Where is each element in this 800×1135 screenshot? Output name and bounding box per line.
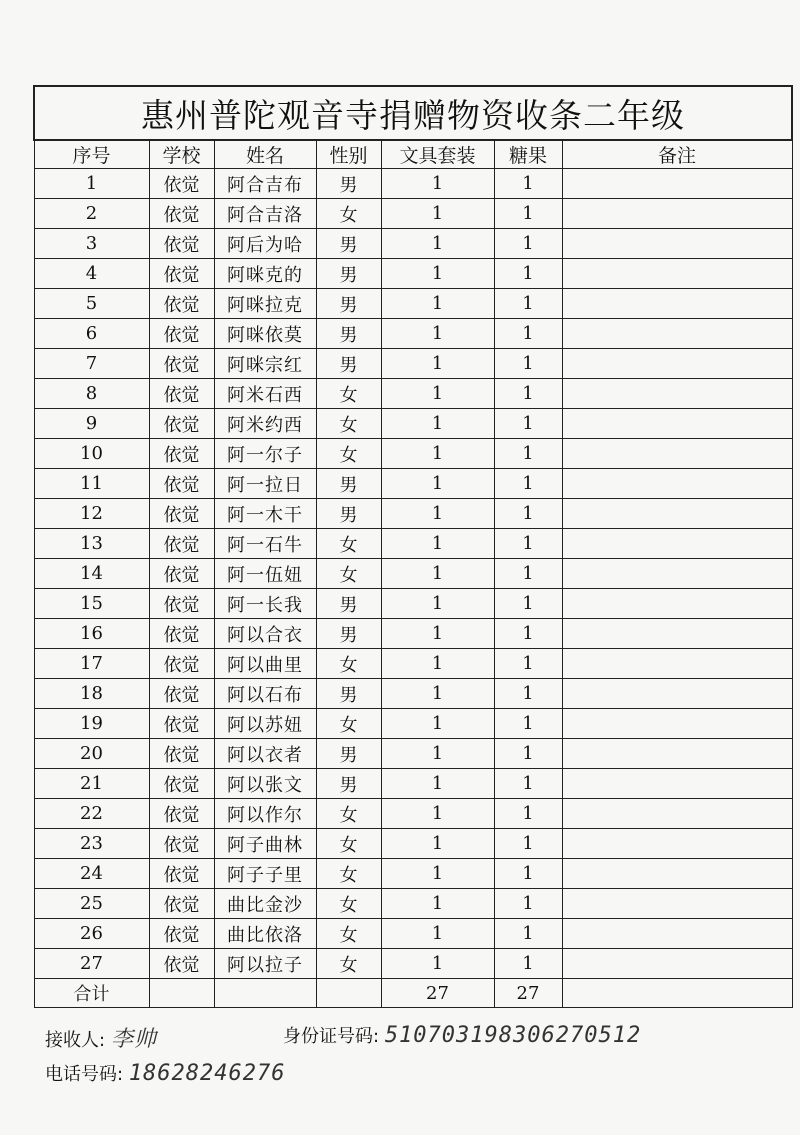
cell-candy: 1 [494, 649, 562, 679]
header-index: 序号 [34, 140, 149, 169]
cell-school: 依觉 [149, 289, 214, 319]
table-row [34, 679, 792, 709]
cell-stationery: 1 [381, 319, 494, 349]
cell-gender: 男 [316, 679, 381, 709]
cell-stationery: 1 [381, 889, 494, 919]
cell-index: 7 [34, 349, 149, 379]
table-row [34, 619, 792, 649]
cell-index: 5 [34, 289, 149, 319]
cell-gender: 女 [316, 889, 381, 919]
cell-school: 依觉 [149, 619, 214, 649]
cell-notes [562, 709, 792, 739]
cell-notes [562, 949, 792, 979]
cell-name: 阿以拉子 [214, 949, 316, 979]
cell-candy: 1 [494, 949, 562, 979]
cell-candy: 1 [494, 319, 562, 349]
cell-notes [562, 769, 792, 799]
cell-name: 阿以衣者 [214, 739, 316, 769]
totals-candy: 27 [494, 979, 562, 1008]
id-block [283, 1022, 641, 1048]
cell-notes [562, 199, 792, 229]
cell-stationery: 1 [381, 289, 494, 319]
cell-notes [562, 289, 792, 319]
table-row [34, 889, 792, 919]
cell-stationery: 1 [381, 529, 494, 559]
cell-name: 阿一石牛 [214, 529, 316, 559]
cell-school: 依觉 [149, 769, 214, 799]
cell-gender: 男 [316, 229, 381, 259]
cell-stationery: 1 [381, 199, 494, 229]
cell-gender: 女 [316, 649, 381, 679]
table-row [34, 199, 792, 229]
cell-notes [562, 529, 792, 559]
document-title: 惠州普陀观音寺捐赠物资收条二年级 [34, 86, 792, 140]
cell-notes [562, 469, 792, 499]
cell-school: 依觉 [149, 949, 214, 979]
cell-name: 阿咪宗红 [214, 349, 316, 379]
cell-index: 18 [34, 679, 149, 709]
cell-school: 依觉 [149, 259, 214, 289]
cell-notes [562, 169, 792, 199]
cell-gender: 女 [316, 559, 381, 589]
cell-candy: 1 [494, 889, 562, 919]
cell-index: 3 [34, 229, 149, 259]
cell-stationery: 1 [381, 439, 494, 469]
cell-notes [562, 739, 792, 769]
receipt-sheet [33, 85, 791, 1008]
receiver-label: 接收人: [45, 1030, 106, 1051]
cell-gender: 女 [316, 439, 381, 469]
cell-gender: 女 [316, 949, 381, 979]
cell-stationery: 1 [381, 649, 494, 679]
table-row [34, 829, 792, 859]
cell-index: 17 [34, 649, 149, 679]
cell-candy: 1 [494, 859, 562, 889]
cell-index: 21 [34, 769, 149, 799]
cell-notes [562, 409, 792, 439]
cell-name: 阿以苏妞 [214, 709, 316, 739]
cell-gender: 女 [316, 799, 381, 829]
table-row [34, 739, 792, 769]
cell-index: 23 [34, 829, 149, 859]
cell-school: 依觉 [149, 799, 214, 829]
cell-candy: 1 [494, 739, 562, 769]
cell-notes [562, 559, 792, 589]
receiver-block [45, 1022, 157, 1053]
cell-name: 阿子曲林 [214, 829, 316, 859]
cell-gender: 男 [316, 349, 381, 379]
cell-stationery: 1 [381, 679, 494, 709]
cell-candy: 1 [494, 619, 562, 649]
cell-stationery: 1 [381, 799, 494, 829]
cell-candy: 1 [494, 439, 562, 469]
cell-stationery: 1 [381, 229, 494, 259]
cell-gender: 女 [316, 829, 381, 859]
totals-notes [562, 979, 792, 1008]
cell-school: 依觉 [149, 169, 214, 199]
cell-notes [562, 229, 792, 259]
cell-name: 阿以张文 [214, 769, 316, 799]
cell-stationery: 1 [381, 379, 494, 409]
totals-stationery: 27 [381, 979, 494, 1008]
cell-stationery: 1 [381, 619, 494, 649]
cell-index: 4 [34, 259, 149, 289]
table-row [34, 529, 792, 559]
cell-candy: 1 [494, 199, 562, 229]
cell-candy: 1 [494, 289, 562, 319]
table-row [34, 469, 792, 499]
receiver-signature: 李帅 [110, 1027, 157, 1052]
cell-candy: 1 [494, 919, 562, 949]
table-row [34, 349, 792, 379]
cell-index: 16 [34, 619, 149, 649]
cell-notes [562, 649, 792, 679]
cell-stationery: 1 [381, 709, 494, 739]
totals-gender [316, 979, 381, 1008]
cell-school: 依觉 [149, 829, 214, 859]
cell-notes [562, 679, 792, 709]
receipt-table [33, 85, 793, 1008]
cell-index: 8 [34, 379, 149, 409]
cell-stationery: 1 [381, 829, 494, 859]
cell-school: 依觉 [149, 859, 214, 889]
cell-gender: 男 [316, 469, 381, 499]
cell-school: 依觉 [149, 349, 214, 379]
table-row [34, 259, 792, 289]
cell-notes [562, 859, 792, 889]
cell-name: 阿一长我 [214, 589, 316, 619]
cell-gender: 男 [316, 739, 381, 769]
cell-stationery: 1 [381, 769, 494, 799]
cell-gender: 女 [316, 199, 381, 229]
cell-gender: 男 [316, 259, 381, 289]
cell-stationery: 1 [381, 349, 494, 379]
totals-name [214, 979, 316, 1008]
cell-candy: 1 [494, 379, 562, 409]
cell-name: 阿后为哈 [214, 229, 316, 259]
cell-gender: 女 [316, 919, 381, 949]
cell-stationery: 1 [381, 949, 494, 979]
cell-gender: 男 [316, 169, 381, 199]
cell-index: 25 [34, 889, 149, 919]
cell-notes [562, 499, 792, 529]
cell-name: 阿合吉洛 [214, 199, 316, 229]
cell-index: 14 [34, 559, 149, 589]
cell-school: 依觉 [149, 469, 214, 499]
cell-index: 27 [34, 949, 149, 979]
cell-notes [562, 319, 792, 349]
cell-candy: 1 [494, 469, 562, 499]
table-row [34, 589, 792, 619]
cell-notes [562, 379, 792, 409]
table-row [34, 289, 792, 319]
cell-candy: 1 [494, 529, 562, 559]
table-row [34, 859, 792, 889]
cell-gender: 男 [316, 289, 381, 319]
cell-name: 曲比依洛 [214, 919, 316, 949]
cell-name: 阿合吉布 [214, 169, 316, 199]
table-row [34, 709, 792, 739]
phone-block [45, 1060, 286, 1086]
cell-school: 依觉 [149, 199, 214, 229]
cell-name: 曲比金沙 [214, 889, 316, 919]
cell-index: 22 [34, 799, 149, 829]
cell-school: 依觉 [149, 889, 214, 919]
table-row [34, 379, 792, 409]
phone-number: 18628246276 [128, 1061, 286, 1086]
cell-name: 阿以曲里 [214, 649, 316, 679]
cell-candy: 1 [494, 799, 562, 829]
cell-index: 24 [34, 859, 149, 889]
table-row [34, 949, 792, 979]
table-row [34, 439, 792, 469]
cell-notes [562, 829, 792, 859]
cell-candy: 1 [494, 499, 562, 529]
cell-stationery: 1 [381, 559, 494, 589]
cell-index: 15 [34, 589, 149, 619]
cell-name: 阿子子里 [214, 859, 316, 889]
cell-school: 依觉 [149, 439, 214, 469]
cell-school: 依觉 [149, 679, 214, 709]
table-row [34, 919, 792, 949]
cell-notes [562, 349, 792, 379]
cell-name: 阿咪克的 [214, 259, 316, 289]
cell-school: 依觉 [149, 559, 214, 589]
cell-stationery: 1 [381, 589, 494, 619]
cell-candy: 1 [494, 589, 562, 619]
cell-name: 阿咪依莫 [214, 319, 316, 349]
id-label: 身份证号码: [283, 1026, 380, 1047]
cell-notes [562, 919, 792, 949]
header-stationery: 文具套装 [381, 140, 494, 169]
cell-school: 依觉 [149, 229, 214, 259]
id-number: 510703198306270512 [384, 1023, 642, 1048]
table-row [34, 799, 792, 829]
cell-notes [562, 889, 792, 919]
cell-notes [562, 589, 792, 619]
cell-stationery: 1 [381, 739, 494, 769]
cell-index: 19 [34, 709, 149, 739]
header-row [34, 140, 792, 169]
header-gender: 性别 [316, 140, 381, 169]
table-row [34, 319, 792, 349]
cell-index: 11 [34, 469, 149, 499]
cell-notes [562, 799, 792, 829]
table-body [34, 169, 792, 979]
cell-gender: 女 [316, 529, 381, 559]
cell-gender: 男 [316, 499, 381, 529]
header-notes: 备注 [562, 140, 792, 169]
cell-index: 26 [34, 919, 149, 949]
cell-index: 1 [34, 169, 149, 199]
table-row [34, 559, 792, 589]
cell-gender: 男 [316, 619, 381, 649]
cell-index: 9 [34, 409, 149, 439]
cell-name: 阿一木干 [214, 499, 316, 529]
cell-gender: 男 [316, 589, 381, 619]
cell-candy: 1 [494, 679, 562, 709]
cell-stationery: 1 [381, 499, 494, 529]
cell-stationery: 1 [381, 409, 494, 439]
cell-name: 阿咪拉克 [214, 289, 316, 319]
cell-stationery: 1 [381, 469, 494, 499]
cell-index: 2 [34, 199, 149, 229]
cell-candy: 1 [494, 229, 562, 259]
cell-school: 依觉 [149, 649, 214, 679]
table-row [34, 409, 792, 439]
cell-notes [562, 619, 792, 649]
cell-name: 阿米约西 [214, 409, 316, 439]
cell-school: 依觉 [149, 709, 214, 739]
table-row [34, 169, 792, 199]
cell-name: 阿一拉日 [214, 469, 316, 499]
cell-notes [562, 439, 792, 469]
cell-gender: 女 [316, 379, 381, 409]
cell-candy: 1 [494, 559, 562, 589]
table-row [34, 769, 792, 799]
table-row [34, 499, 792, 529]
cell-name: 阿以作尔 [214, 799, 316, 829]
cell-notes [562, 259, 792, 289]
cell-name: 阿一尔子 [214, 439, 316, 469]
footer-line-receiver [45, 1022, 785, 1058]
phone-label: 电话号码: [45, 1064, 124, 1085]
cell-school: 依觉 [149, 589, 214, 619]
cell-candy: 1 [494, 169, 562, 199]
cell-name: 阿米石西 [214, 379, 316, 409]
cell-gender: 女 [316, 709, 381, 739]
cell-name: 阿以石布 [214, 679, 316, 709]
cell-school: 依觉 [149, 379, 214, 409]
cell-candy: 1 [494, 349, 562, 379]
cell-gender: 男 [316, 769, 381, 799]
cell-candy: 1 [494, 829, 562, 859]
cell-school: 依觉 [149, 739, 214, 769]
cell-gender: 男 [316, 319, 381, 349]
cell-name: 阿一伍妞 [214, 559, 316, 589]
cell-candy: 1 [494, 769, 562, 799]
footer-line-phone [45, 1060, 785, 1096]
cell-school: 依觉 [149, 919, 214, 949]
cell-stationery: 1 [381, 859, 494, 889]
cell-gender: 女 [316, 859, 381, 889]
cell-stationery: 1 [381, 169, 494, 199]
cell-index: 10 [34, 439, 149, 469]
cell-index: 20 [34, 739, 149, 769]
cell-school: 依觉 [149, 409, 214, 439]
cell-candy: 1 [494, 409, 562, 439]
cell-candy: 1 [494, 259, 562, 289]
cell-school: 依觉 [149, 499, 214, 529]
totals-label: 合计 [34, 979, 149, 1008]
cell-candy: 1 [494, 709, 562, 739]
table-row [34, 649, 792, 679]
cell-stationery: 1 [381, 259, 494, 289]
cell-index: 12 [34, 499, 149, 529]
header-school: 学校 [149, 140, 214, 169]
cell-school: 依觉 [149, 319, 214, 349]
header-name: 姓名 [214, 140, 316, 169]
totals-row [34, 979, 792, 1008]
cell-stationery: 1 [381, 919, 494, 949]
cell-name: 阿以合衣 [214, 619, 316, 649]
totals-school [149, 979, 214, 1008]
table-row [34, 229, 792, 259]
cell-index: 13 [34, 529, 149, 559]
cell-gender: 女 [316, 409, 381, 439]
header-candy: 糖果 [494, 140, 562, 169]
cell-index: 6 [34, 319, 149, 349]
cell-school: 依觉 [149, 529, 214, 559]
